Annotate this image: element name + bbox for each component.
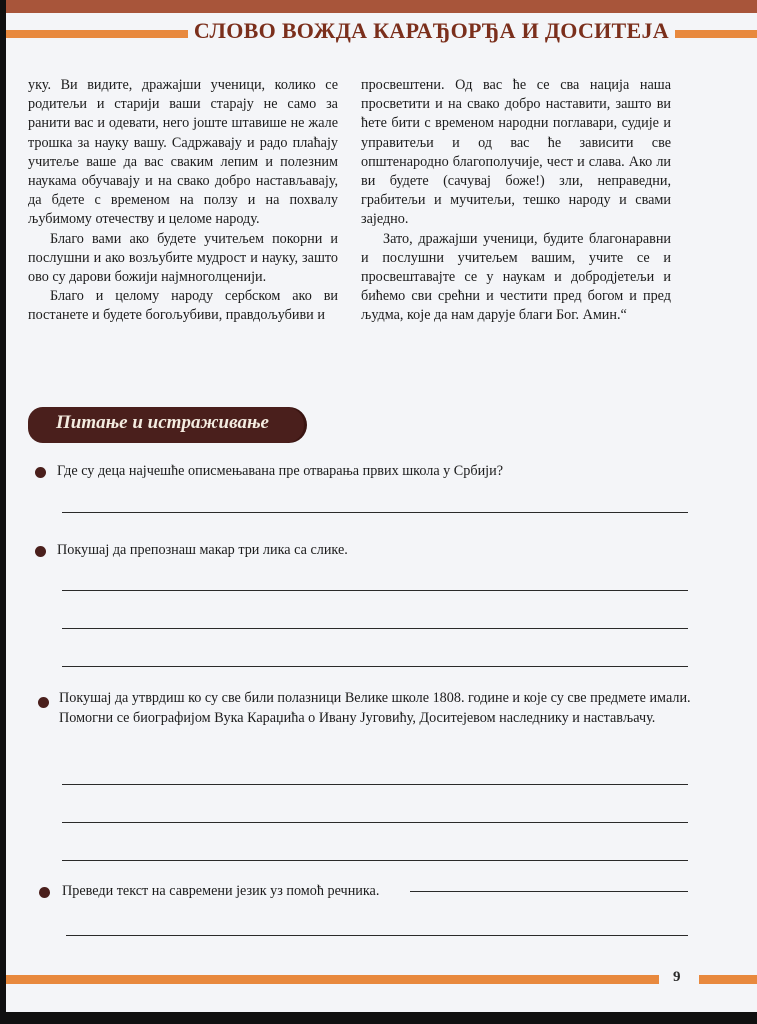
answer-line[interactable] xyxy=(410,891,688,892)
question-4: Преведи текст на савремени језик уз помоћ речника. xyxy=(62,883,380,899)
answer-line[interactable] xyxy=(62,590,688,591)
answer-line[interactable] xyxy=(62,784,688,785)
answer-line[interactable] xyxy=(62,822,688,823)
bullet-icon xyxy=(35,546,46,557)
answer-line[interactable] xyxy=(66,935,688,936)
right-paragraph-2: Зато, дражајши ученици, будите благонаравни и послушни учитељем вашим, учите се и просвештавајте се у наукам и добродјетељи и бићемо сви срећни и честити пред богом и пред људма, које да нам дарује благи Бог. Амин.“ xyxy=(361,230,671,324)
left-paragraph-1: уку. Ви видите, дражајши ученици, колико се родитељи и старији ваши старају не само за ранити вас и одевати, него јоште штавише не жале трошка за науку вашу. Садржавају и радо плаћају учитеље ваше да вас сваким лепим и полезним наукама обучавају и на свако добро настављавају, да бдете с временом на ползу и на похвалу љубимому отечеству и целоме народу. xyxy=(28,77,338,228)
textbook-page xyxy=(6,0,757,1012)
answer-line[interactable] xyxy=(62,512,688,513)
bullet-icon xyxy=(35,467,46,478)
left-paragraph-3: Благо и целому народу сербском ако ви постанете и будете богољубиви, правдољубиви и xyxy=(28,288,338,324)
top-color-band xyxy=(6,0,757,13)
right-paragraph-1: просвештени. Од вас ће се сва нација наша просветити и на свако добро наставити, зашто ви ћете бити с временом народни поглавари, судије и управитељи и од вас ће зависити све општенародно благополучије, чест и слава. Ако ли ви будете (сачувај боже!) зли, неправедни, грабитељи и мучитељи, тешко народу и свами заједно. xyxy=(361,77,671,228)
footer-bar xyxy=(6,975,757,984)
left-text-column xyxy=(28,76,338,326)
question-3: Покушај да утврдиш ко су све били полазници Велике школе 1808. године и које су све предмете имали. Помогни се биографијом Вука Караџића о Ивану Југовићу, Доситејевом наследнику и настављачу. xyxy=(59,690,691,726)
section-title: Питање и истраживање xyxy=(56,412,269,433)
page-header-title: СЛОВО ВОЖДА КАРАЂОРЂА И ДОСИТЕЈА xyxy=(188,13,675,43)
question-2: Покушај да препознаш макар три лика са слике. xyxy=(57,542,348,558)
right-text-column xyxy=(361,76,671,326)
question-1: Где су деца најчешће описмењавана пре отварања првих школа у Србији? xyxy=(57,463,504,479)
left-paragraph-2: Благо вами ако будете учитељем покорни и послушни и ако возљубите мудрост и науку, зашто ово су дарови божији најмноголценији. xyxy=(28,230,338,286)
bullet-icon xyxy=(39,887,50,898)
answer-line[interactable] xyxy=(62,666,688,667)
page-number: 9 xyxy=(673,969,681,985)
answer-line[interactable] xyxy=(62,628,688,629)
answer-line[interactable] xyxy=(62,860,688,861)
bullet-icon xyxy=(38,697,49,708)
section-header-pill xyxy=(28,407,304,443)
